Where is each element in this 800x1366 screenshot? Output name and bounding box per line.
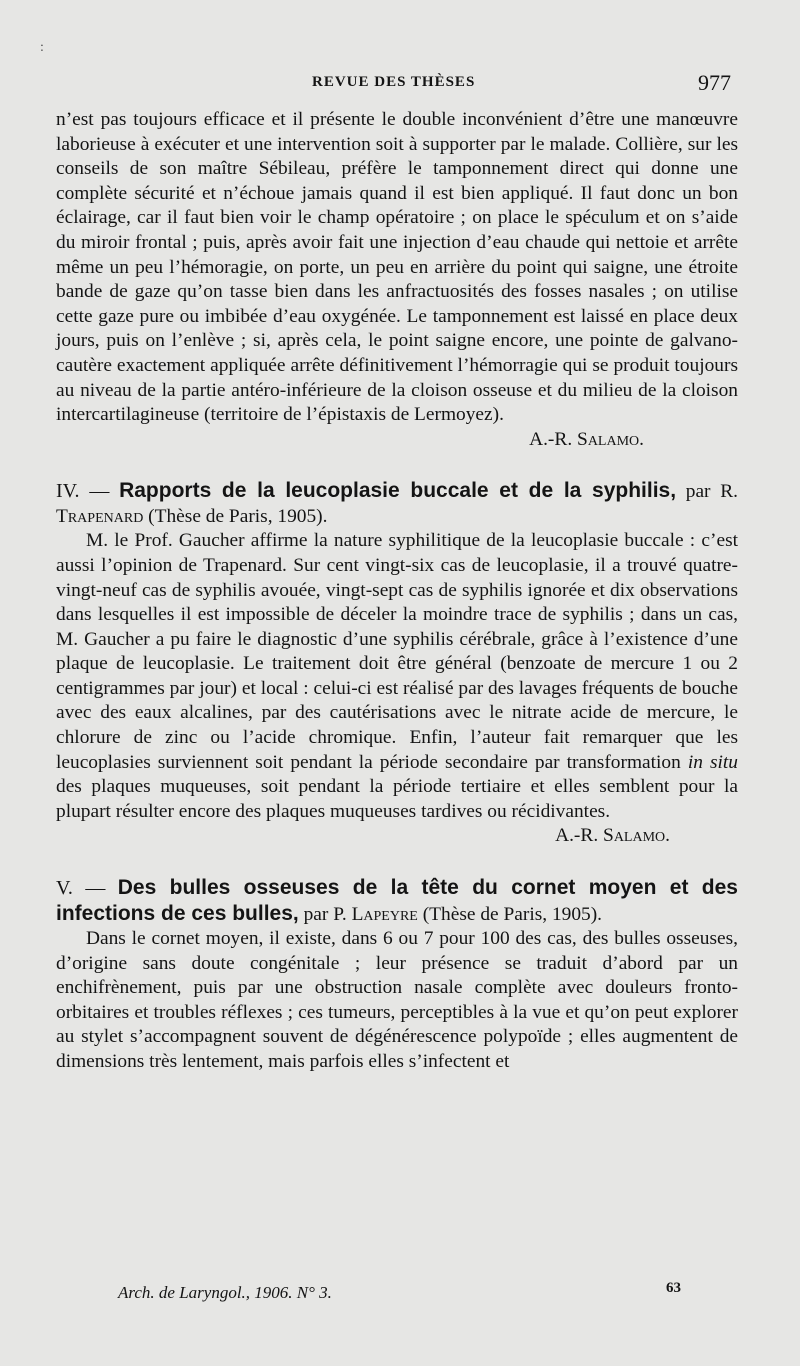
section-iv-title: Rapports de la leucoplasie buccale et de la syphilis,: [119, 479, 677, 503]
running-title: REVUE DES THÈSES: [312, 74, 476, 90]
section-v-citation: (Thèse de Paris, 1905).: [422, 904, 603, 926]
section-v-heading: [56, 875, 738, 927]
section-v-author: Lapeyre: [351, 904, 418, 926]
signature-1-name: Salamo.: [577, 428, 644, 450]
section-iv-author-prefix: par R.: [685, 481, 738, 503]
signature-2: [56, 824, 738, 849]
section-iv-text: M. le Prof. Gaucher affirme la nature syphilitique de la leucoplasie buccale : c’est aussi l’opinion de Trapenard. Sur cent vingt-six cas de leucoplasie, il a trouvé quatre-vingt-neuf cas de syphilis avouée, vingt-sept cas de syphilis ignorée et dix observations dans lesquelles il est impossible de déceler la moindre trace de syphilis ; dans un cas, M. Gaucher a pu faire le diagnostic d’une syphilis cérébrale, grâce à l’existence d’une plaque de leucoplasie. Le traitement doit être général (benzoate de mercure 1 ou 2 centigrammes par jour) et local : celui-ci est réalisé par des lavages fréquents de bouche avec des eaux alcalines, par des cautérisations avec le nitrate acide de mercure, le chlorure de zinc ou l’acide chromique. Enfin, l’auteur fait remarquer que les leucoplasies surviennent soit pendant la période secondaire par transformation: [56, 530, 738, 773]
page-footer: [0, 1280, 800, 1310]
page-body: [56, 108, 738, 1075]
continuation-paragraph: n’est pas toujours efficace et il présente le double inconvénient d’être une manœuvre laborieuse à exécuter et une intervention soit à supporter par le malade. Collière, sur les conseils de son maître Sébileau, préfère le tamponnement direct qui donne une complète sécurité et n’échoue jamais quand il est bien appliqué. Il faut donc un bon éclairage, car il faut bien voir le champ opératoire ; on place le spéculum et on s’aide du miroir frontal ; puis, après avoir fait une injection d’eau chaude qui nettoie et arrête même un peu l’hémoragie, on porte, un peu en arrière du point qui saigne, une étroite bande de gaze qu’on tasse bien dans les anfractuosités des fosses nasales ; on utilise cette gaze pure ou imbibée d’eau oxygénée. Le tamponnement est laissé en place deux jours, puis on l’enlève ; si, après cela, le point saigne encore, une pointe de galvano-cautère exactement appliquée arrête définitivement l’hémorragie qui se produit toujours au niveau de la partie antéro-inférieure de la cloison osseuse et du milieu de la cloison intercartilagineuse (territoire de l’épistaxis de Lermoyez).: [56, 109, 738, 426]
page-header: [0, 70, 800, 100]
section-iv-citation: (Thèse de Paris, 1905).: [148, 506, 328, 528]
section-iv-paragraph: [56, 529, 738, 824]
footer-journal: Arch. de Laryngol., 1906. N° 3.: [118, 1283, 332, 1302]
signature-1: [56, 428, 738, 453]
section-v-paragraph: Dans le cornet moyen, il existe, dans 6 ou 7 pour 100 des cas, des bulles osseuses, d’origine sans doute congénitale ; leur présence se traduit d’abord par un enchifrènement, puis par une obstruction nasale complète avec douleurs fronto-orbitaires et troubles réflexes ; ces tumeurs, perceptibles à la vue et qu’on peut explorer au stylet s’accompagnent souvent de dégénérescence polypoïde ; elles augmentent de dimensions très lentement, mais parfois elles s’infectent et: [56, 928, 738, 1072]
section-iv-author: Trapenard: [56, 506, 144, 528]
section-iv-number: IV. —: [56, 480, 110, 503]
section-v-number: V. —: [56, 877, 106, 900]
signature-2-prefix: A.-R.: [555, 825, 599, 847]
page-number: 977: [698, 70, 731, 95]
section-iv-italic: in situ: [687, 751, 738, 773]
signature-1-prefix: A.-R.: [529, 428, 573, 450]
scan-speck: :: [40, 40, 44, 55]
section-iv-text-end: des plaques muqueuses, soit pendant la période tertiaire et elles semblent pour la plupart résulter encore des plaques muqueuses tardives ou récidivantes.: [56, 776, 738, 822]
section-iv-heading: [56, 478, 738, 529]
signature-2-name: Salamo.: [603, 825, 670, 847]
section-v-author-prefix: par P.: [303, 904, 347, 926]
section-v-title: Des bulles osseuses de la tête du cornet moyen et des infections de ces bulles,: [56, 876, 738, 926]
footer-sheet-number: 63: [666, 1280, 681, 1296]
